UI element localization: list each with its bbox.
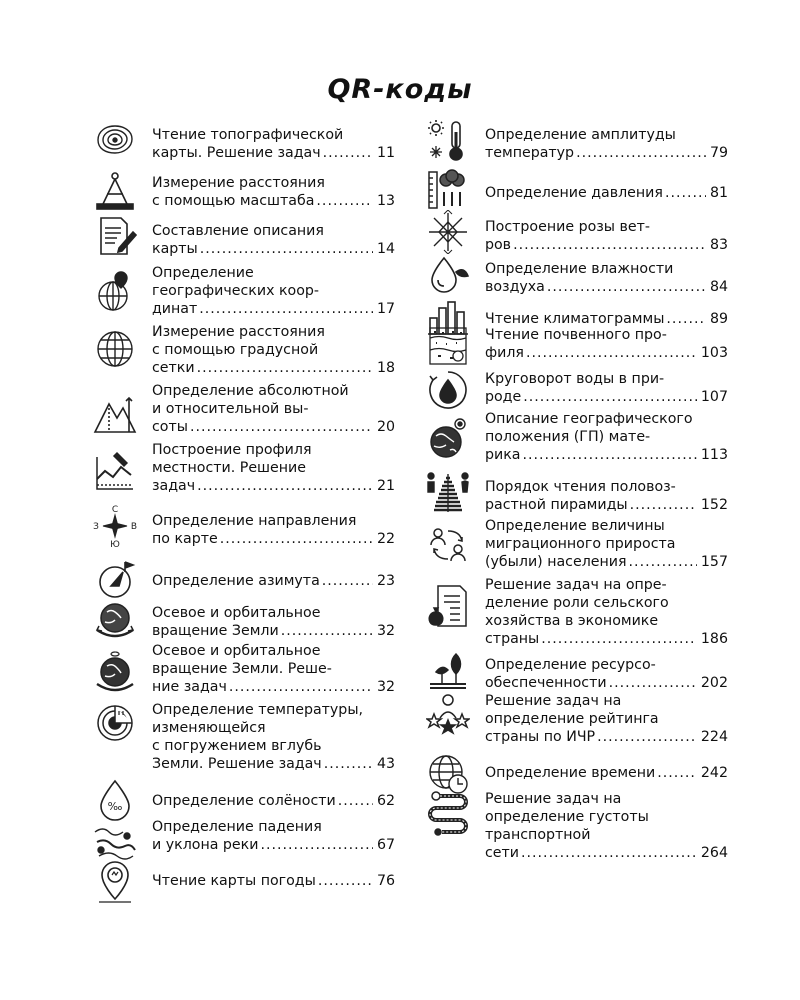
entry-line: изменяющейся — [152, 720, 266, 736]
wind-rose-icon — [423, 210, 473, 254]
dot-leader — [576, 144, 706, 162]
soil-profile-icon — [423, 324, 473, 368]
entry-line: обеспеченности — [485, 675, 607, 691]
page-number: 23 — [376, 573, 395, 589]
dot-leader — [318, 872, 373, 890]
rating-stars-icon — [423, 692, 473, 736]
entry-line: Определение ресурсо- — [485, 657, 656, 673]
entry-line: Описание географического — [485, 411, 693, 427]
compass-north-label: С — [111, 505, 119, 515]
dot-leader — [322, 572, 373, 590]
entry-line: (убыли) населения — [485, 554, 627, 570]
page-number: 242 — [700, 765, 728, 781]
dot-leader — [523, 446, 697, 464]
page-number: 32 — [376, 623, 395, 639]
dot-leader — [220, 530, 373, 548]
dot-leader — [523, 388, 697, 406]
entry-line: ров — [485, 237, 512, 253]
dot-leader — [190, 418, 373, 436]
migration-icon — [423, 523, 473, 567]
entry-line: Земли. Решение задач — [152, 756, 322, 772]
entry-line: Определение температуры, — [152, 702, 364, 718]
dot-leader — [197, 359, 373, 377]
entry-line: Определение времени — [485, 765, 656, 781]
entry-line: Чтение климатограммы — [485, 311, 665, 327]
entry-line: с помощью градусной — [152, 342, 319, 358]
globe-position-icon — [423, 416, 473, 460]
compass-east-label: В — [130, 522, 137, 532]
water-cycle-icon — [423, 368, 473, 412]
entry-line: Определение падения — [152, 819, 322, 835]
page-number: 79 — [709, 145, 728, 161]
page-number: 224 — [700, 729, 728, 745]
resources-plant-icon — [423, 648, 473, 692]
page-number: 22 — [376, 531, 395, 547]
page-number: 21 — [376, 478, 395, 494]
entry-line: роде — [485, 389, 522, 405]
page-number: 11 — [376, 145, 395, 161]
dot-leader — [630, 496, 697, 514]
entry-line: вращение Земли. Реше- — [152, 661, 332, 677]
entry-line: рика — [485, 447, 521, 463]
page-number: 13 — [376, 193, 395, 209]
entry-line: с погружением вглубь — [152, 738, 322, 754]
entry-line: Осевое и орбитальное — [152, 605, 321, 621]
page-number: 62 — [376, 793, 395, 809]
dot-leader — [324, 755, 373, 773]
dot-leader — [260, 836, 372, 854]
dot-leader — [513, 236, 706, 254]
document-pen-icon — [90, 214, 140, 258]
entry-line: деление роли сельского — [485, 595, 669, 611]
dot-leader — [316, 192, 373, 210]
page-number: 186 — [700, 631, 728, 647]
salinity-drop-icon — [90, 778, 140, 822]
dot-leader — [665, 184, 706, 202]
entry-line: по карте — [152, 531, 218, 547]
entry-line: Определение абсолютной — [152, 383, 349, 399]
page-number: 14 — [376, 241, 395, 257]
entry-line: карты. Решение задач — [152, 145, 321, 161]
entry-line: Построение профиля — [152, 442, 312, 458]
dot-leader — [323, 144, 373, 162]
thermometer-icon — [423, 118, 473, 162]
dot-leader — [200, 240, 373, 258]
page-number: 152 — [700, 497, 728, 513]
entry-line: определение рейтинга — [485, 711, 659, 727]
page-number: 113 — [700, 447, 728, 463]
entry-line: сетки — [152, 360, 195, 376]
entry-line: ние задач — [152, 679, 227, 695]
agriculture-report-icon — [423, 582, 473, 630]
dot-leader — [541, 630, 697, 648]
entry-line: Определение направления — [152, 513, 357, 529]
humidity-icon — [423, 252, 473, 296]
entry-line: Определение влажности — [485, 261, 674, 277]
dot-leader — [629, 553, 697, 571]
dot-leader — [657, 764, 697, 782]
entry-line: Определение солёности — [152, 793, 336, 809]
entry-line: хозяйства в экономике — [485, 613, 659, 629]
entry-line: воздуха — [485, 279, 545, 295]
page-number: 83 — [709, 237, 728, 253]
entry-line: местности. Решение — [152, 460, 306, 476]
page-number: 32 — [376, 679, 395, 695]
topographic-map-icon — [90, 118, 140, 162]
compass-south-label: Ю — [110, 540, 120, 548]
entry-line: определение густоты — [485, 809, 649, 825]
entry-line: растной пирамиды — [485, 497, 628, 513]
globe-pin-icon — [90, 270, 140, 314]
entry-line: и относительной вы- — [152, 401, 309, 417]
entry-line: страны — [485, 631, 540, 647]
entry-line: с помощью масштаба — [152, 193, 315, 209]
dot-leader — [547, 278, 706, 296]
dot-leader — [199, 300, 373, 318]
age-pyramid-icon — [423, 470, 473, 514]
entry-line: миграционного прироста — [485, 536, 676, 552]
entry-line: Круговорот воды в при- — [485, 371, 665, 387]
entry-line: Построение розы вет- — [485, 219, 650, 235]
entry-line: Чтение топографической — [152, 127, 344, 143]
compass-west-label: З — [93, 522, 99, 532]
entry-line: географических коор- — [152, 283, 320, 299]
page-number: 264 — [700, 845, 728, 861]
page-number: 43 — [376, 756, 395, 772]
entry-line: Осевое и орбитальное — [152, 643, 321, 659]
drop-label: ‰ — [107, 800, 123, 813]
page-number: 157 — [700, 554, 728, 570]
weather-map-pin-icon — [90, 858, 140, 906]
entry-line: страны по ИЧР — [485, 729, 596, 745]
entry-line: Определение амплитуды — [485, 127, 676, 143]
entry-line: филя — [485, 345, 524, 361]
entry-line: Определение давления — [485, 185, 663, 201]
page-number: 67 — [376, 837, 395, 853]
road-network-icon — [423, 790, 473, 838]
dot-leader — [526, 344, 697, 362]
dot-leader — [197, 477, 373, 495]
entry-line: Измерение расстояния — [152, 324, 325, 340]
page-number: 18 — [376, 360, 395, 376]
page-number: 202 — [700, 675, 728, 691]
entry-line: Порядок чтения половоз- — [485, 479, 676, 495]
dot-leader — [338, 792, 373, 810]
compass-rose-icon — [90, 504, 140, 548]
earth-rotation-tasks-icon — [90, 650, 140, 694]
entry-line: Решение задач на — [485, 791, 622, 807]
entry-line: Составление описания — [152, 223, 324, 239]
entry-line: Решение задач на опре- — [485, 577, 667, 593]
entry-line: Решение задач на — [485, 693, 622, 709]
entry-line: Чтение карты погоды — [152, 873, 316, 889]
entry-line: вращение Земли — [152, 623, 279, 639]
dot-leader — [281, 622, 373, 640]
compass-azimuth-icon — [90, 558, 140, 602]
earth-rotation-icon — [90, 598, 140, 642]
entry-line: температур — [485, 145, 575, 161]
page-number: 81 — [709, 185, 728, 201]
entry-line: динат — [152, 301, 198, 317]
globe-grid-icon — [90, 327, 140, 371]
entry-line: сети — [485, 845, 520, 861]
dot-leader — [521, 844, 697, 862]
page-number: 17 — [376, 301, 395, 317]
entry-line: Определение — [152, 265, 254, 281]
page-number: 20 — [376, 419, 395, 435]
page-number: 107 — [700, 389, 728, 405]
barometer-icon — [423, 168, 473, 212]
mountains-icon — [90, 392, 140, 436]
scale-compass-icon — [90, 168, 140, 212]
entry-line: Чтение почвенного про- — [485, 327, 667, 343]
entry-line: карты — [152, 241, 198, 257]
entry-line: соты — [152, 419, 188, 435]
earth-core-icon — [90, 701, 140, 745]
entry-line: транспортной — [485, 827, 591, 843]
page-number: 89 — [709, 311, 728, 327]
entry-line: Определение величины — [485, 518, 665, 534]
dot-leader — [597, 728, 697, 746]
profile-chart-icon — [90, 449, 140, 493]
page-title: QR-коды — [327, 74, 473, 105]
entry-line: задач — [152, 478, 196, 494]
entry-line: и уклона реки — [152, 837, 259, 853]
page-number: 103 — [700, 345, 728, 361]
entry-line: Определение азимута — [152, 573, 320, 589]
page-number: 84 — [709, 279, 728, 295]
page-number: 76 — [376, 873, 395, 889]
entry-line: Измерение расстояния — [152, 175, 325, 191]
dot-leader — [229, 678, 373, 696]
dot-leader — [609, 674, 697, 692]
entry-line: положения (ГП) мате- — [485, 429, 651, 445]
